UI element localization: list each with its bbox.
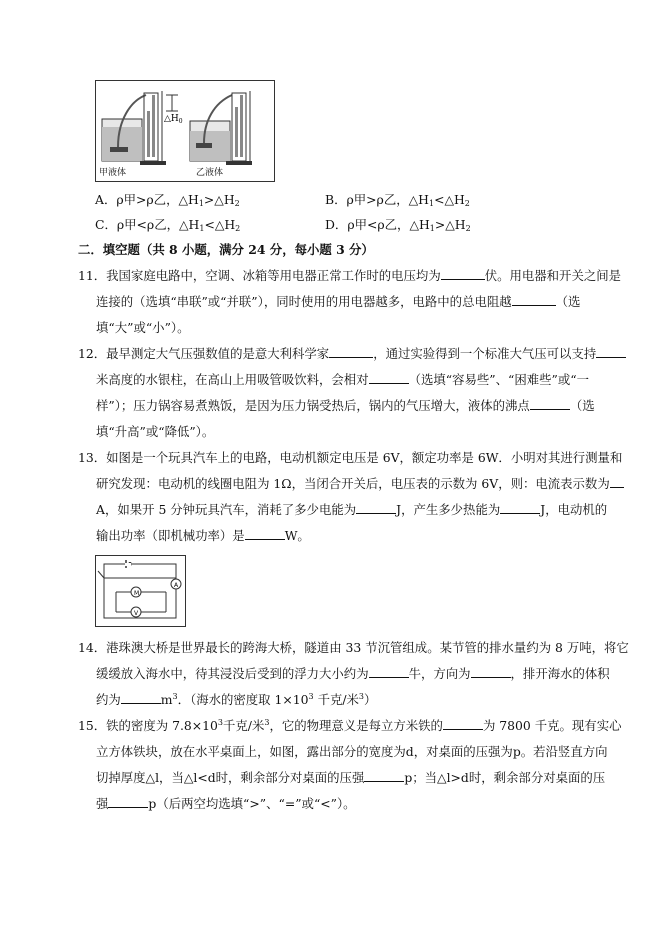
- q14-line-3: 约为 $m^3$．（海水的密度取 $1\times 10^3$ 千克/米$^3$）: [96, 692, 377, 707]
- q14-blank-1[interactable]: [369, 665, 409, 678]
- q11-blank-1[interactable]: [441, 267, 485, 280]
- q15-line-1: 15．铁的密度为 $7.8\times 10^3$千克/米$^3$，它的物理意义是每立方米铁的 为 7800 千克。现有实心: [78, 718, 622, 733]
- q14-line-2: 缓缓放入海水中，待其浸没后受到的浮力大小约为 牛，方向为 ，排开海水的体积: [96, 666, 610, 681]
- q11-line-3: 填“大”或“小”）。: [96, 320, 190, 335]
- u-tube-figure: [95, 80, 275, 182]
- q12-blank-4[interactable]: [530, 397, 570, 410]
- circuit-figure: [95, 555, 186, 627]
- q12-line-1: 12．最早测定大气压强数值的是意大利科学家 ，通过实验得到一个标准大气压可以支持: [78, 344, 626, 362]
- left-liquid-label: 甲液体: [99, 168, 127, 178]
- q13-line-4: 输出功率（即机械功率）是 W。: [96, 528, 310, 543]
- q15-line-3: 切掉厚度△l，当△l<d时，剩余部分对桌面的压强 p；当△l>d时，剩余部分对桌面的压: [96, 770, 606, 785]
- q13-line-1: 13．如图是一个玩具汽车上的电路，电动机额定电压是 6V，额定功率是 6W．小明对其进行测量和: [78, 450, 623, 465]
- section-title: 二．填空题（共 8 小题，满分 24 分，每小题 3 分）: [78, 242, 374, 257]
- q14-blank-2[interactable]: [471, 665, 511, 678]
- option-b[interactable]: B．ρ甲>ρ乙，$\triangle H_1<\triangle H_2$: [325, 192, 470, 208]
- q14-line-1: 14．港珠澳大桥是世界最长的跨海大桥，隧道由 33 节沉管组成。某节管的排水量约为 8 万吨，将它: [78, 640, 629, 655]
- q13-blank-4[interactable]: [245, 527, 285, 540]
- option-a[interactable]: A．ρ甲>ρ乙，$\triangle H_1>\triangle H_2$: [95, 192, 240, 208]
- delta-h0-label: $\triangle H_0$: [164, 114, 183, 125]
- q11-blank-2[interactable]: [512, 293, 556, 306]
- q11-line-1: 11．我国家庭电路中，空调、冰箱等用电器正常工作时的电压均为 伏。用电器和开关之间是: [78, 268, 622, 283]
- q13-blank-3[interactable]: [500, 501, 540, 514]
- motor-label: M: [134, 590, 140, 597]
- q12-blank-3[interactable]: [369, 371, 409, 384]
- q13-line-2: 研究发现：电动机的线圈电阻为 1Ω，当闭合开关后，电压表的示数为 6V，则：电流表示数为: [96, 474, 624, 492]
- q15-line-2: 立方体铁块，放在水平桌面上，如图，露出部分的宽度为d，对桌面的压强为p。若沿竖直方向: [96, 744, 608, 759]
- ammeter-label: A: [174, 582, 179, 589]
- circuit-diagram: [96, 556, 185, 626]
- q15-blank-2[interactable]: [364, 769, 404, 782]
- q12-line-3: 样”）；压力锅容易煮熟饭，是因为压力锅受热后，锅内的气压增大，液体的沸点 （选: [96, 398, 595, 413]
- right-liquid-label: 乙液体: [196, 168, 224, 178]
- q13-blank-1[interactable]: [610, 475, 624, 488]
- q12-line-2: 米高度的水银柱，在高山上用吸管吸饮料，会相对 （选填“容易些”、“困难些”或“一: [96, 372, 589, 387]
- voltmeter-label: V: [134, 610, 139, 617]
- q14-blank-3[interactable]: [121, 691, 161, 704]
- option-d[interactable]: D．ρ甲<ρ乙，$\triangle H_1>\triangle H_2$: [325, 217, 471, 233]
- q12-blank-2[interactable]: [596, 345, 626, 358]
- q12-line-4: 填“升高”或“降低”）。: [96, 424, 215, 439]
- q15-line-4: 强 p（后两空均选填“>”、“=”或“<”）。: [96, 796, 356, 811]
- option-c[interactable]: C．ρ甲<ρ乙，$\triangle H_1<\triangle H_2$: [95, 217, 241, 233]
- q13-blank-2[interactable]: [356, 501, 396, 514]
- q12-blank-1[interactable]: [329, 345, 373, 358]
- q13-line-3: A，如果开 5 分钟玩具汽车，消耗了多少电能为 J，产生多少热能为 J，电动机的: [96, 502, 608, 517]
- q15-blank-1[interactable]: [443, 717, 483, 730]
- q15-blank-3[interactable]: [108, 795, 148, 808]
- q11-line-2: 连接的（选填“串联”或“并联”），同时使用的用电器越多，电路中的总电阻越 （选: [96, 294, 581, 309]
